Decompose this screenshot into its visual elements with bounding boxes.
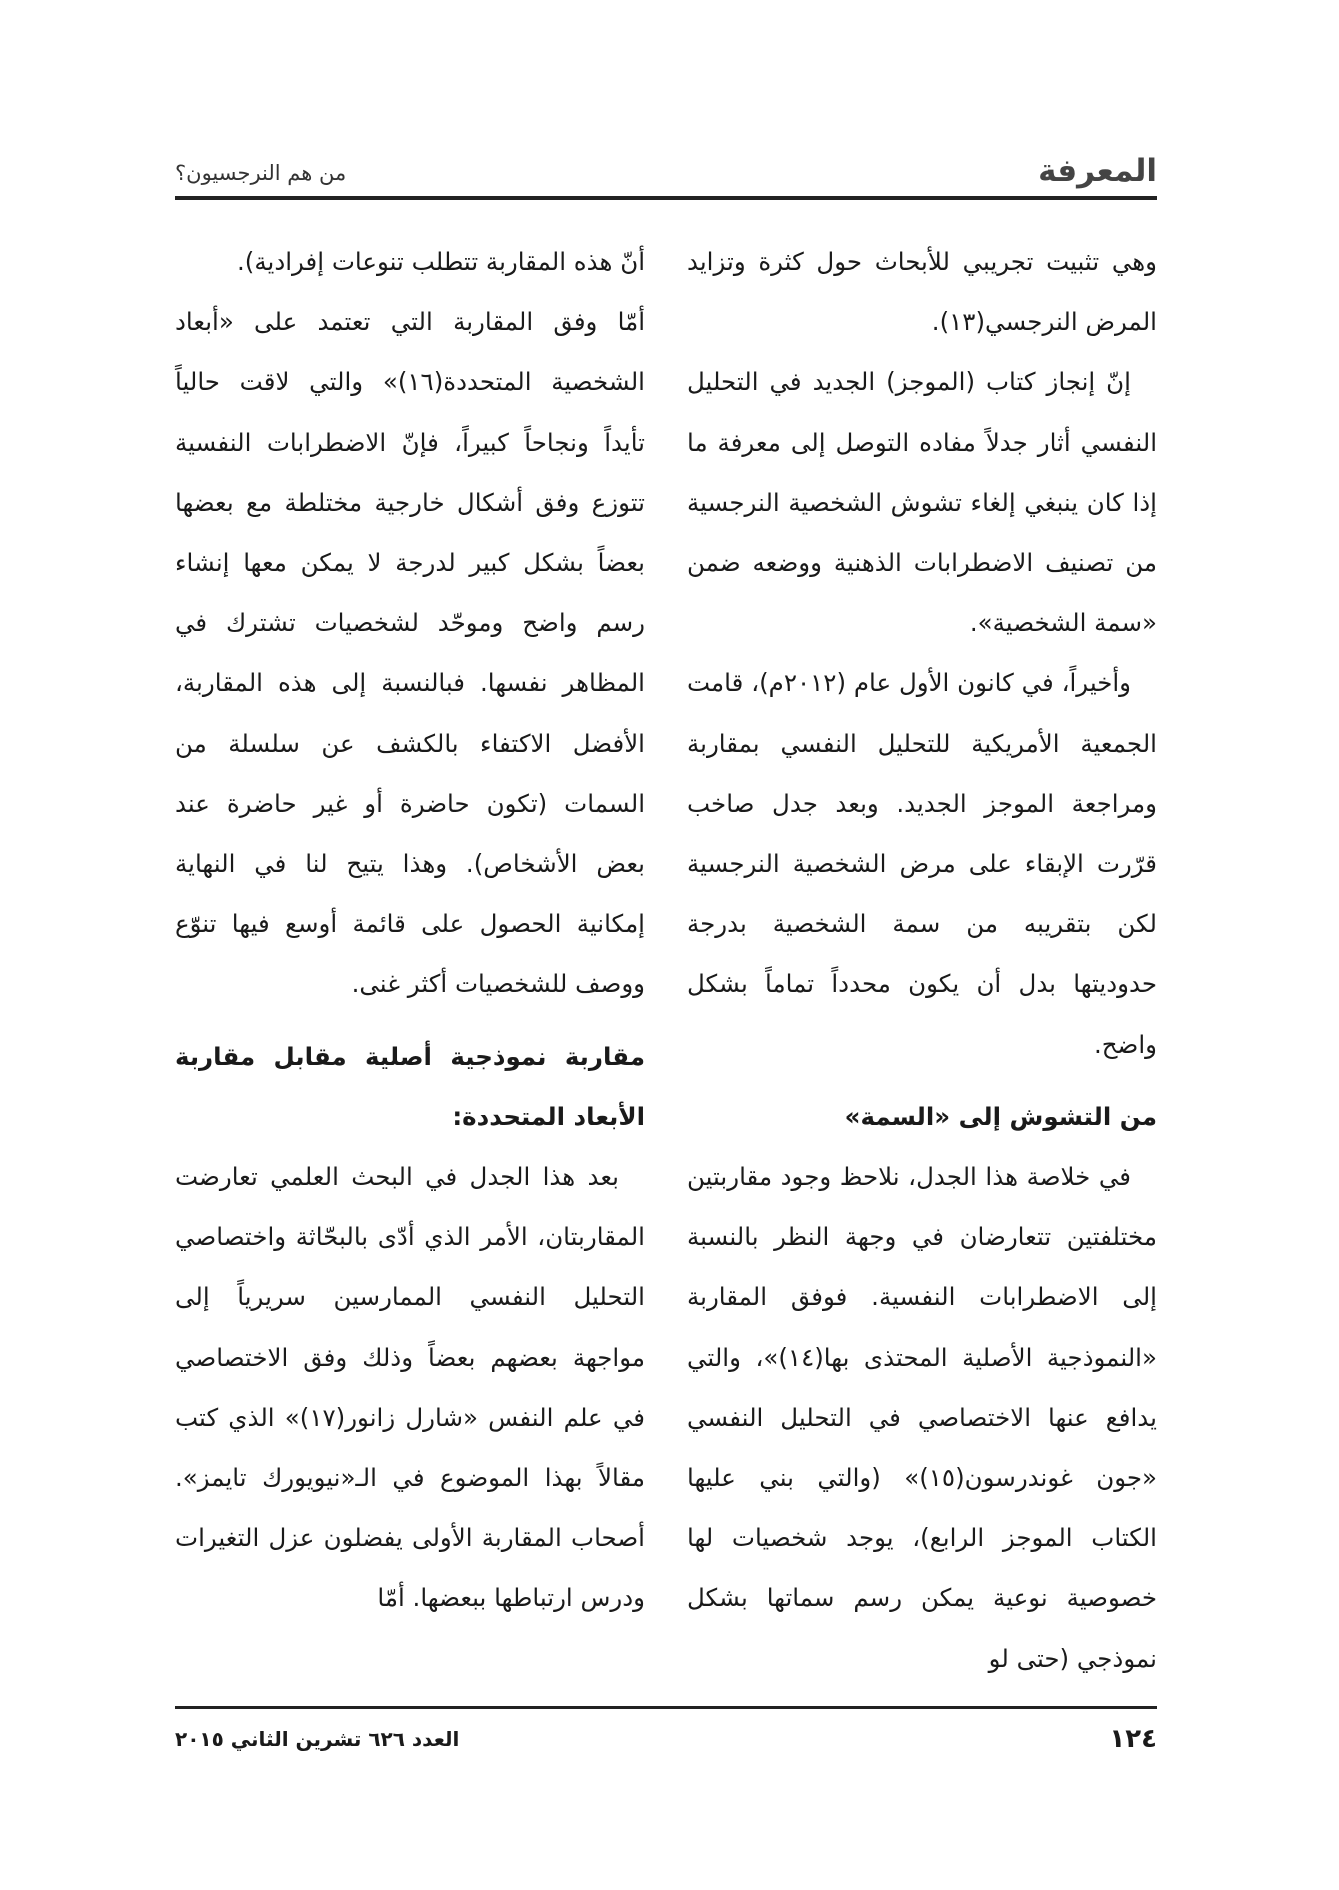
header-rule bbox=[175, 196, 1157, 200]
section-heading: مقاربة نموذجية أصلية مقابل مقاربة الأبعاد المتحددة: bbox=[175, 1041, 645, 1131]
left-column bbox=[175, 232, 645, 1629]
paragraph: وهي تثبيت تجريبي للأبحاث حول كثرة وتزايد المرض النرجسي(١٣). bbox=[687, 247, 1157, 337]
heading-text: من التشوش إلى «السمة» bbox=[844, 1101, 1157, 1131]
page-footer bbox=[175, 1722, 1157, 1758]
page-header bbox=[175, 152, 1157, 198]
issue-info: العدد ٦٢٦ تشرين الثاني ٢٠١٥ bbox=[175, 1727, 460, 1751]
spacer bbox=[175, 1015, 645, 1027]
running-title: من هم النرجسيون؟ bbox=[175, 161, 347, 185]
paragraph bbox=[687, 1147, 1157, 1689]
paragraph-text: وأخيراً، في كانون الأول عام (٢٠١٢م)، قامت الجمعية الأمريكية للتحليل النفسي بمقاربة ومراجعة الموجز الجديد. وبعد جدل صاخب قرّرت الإبقاء على مرض الشخصية النرجسية لكن بتقريبه من سمة الشخصية بدرجة حدوديتها بدل أن يكون محدداً تماماً بشكل واضح. bbox=[687, 668, 1157, 1059]
section-heading bbox=[687, 1087, 1157, 1147]
paragraph bbox=[175, 1147, 645, 1629]
magazine-logo: المعرفة bbox=[1038, 153, 1157, 189]
paragraph-text: في خلاصة هذا الجدل، نلاحظ وجود مقاربتين مختلفتين تتعارضان في وجهة النظر بالنسبة إلى الاضطرابات النفسية. فوفق المقاربة «النموذجية الأصلية المحتذى بها(١٤)»، والتي يدافع عنها الاختصاصي في التحليل النفسي «جون غوندرسون(١٥)» (والتي بني عليها الكتاب الموجز الرابع)، يوجد شخصيات لها خصوصية نوعية يمكن رسم سماتها بشكل نموذجي (حتى لو bbox=[687, 1162, 1157, 1673]
paragraph: أمّا وفق المقاربة التي تعتمد على «أبعاد الشخصية المتحددة(١٦)» والتي لاقت حالياً تأيداً ونجاحاً كبيراً، فإنّ الاضطرابات النفسية تتوزع وفق أشكال خارجية مختلطة مع بعضها بعضاً بشكل كبير لدرجة لا يمكن معها إنشاء رسم واضح وموحّد لشخصيات تشترك في المظاهر نفسها. فبالنسبة إلى هذه المقاربة، الأفضل الاكتفاء بالكشف عن سلسلة من السمات (تكون حاضرة أو غير حاضرة عند بعض الأشخاص). وهذا يتيح لنا في النهاية إمكانية الحصول على قائمة أوسع فيها تنوّع ووصف للشخصيات أكثر غنى. bbox=[175, 307, 645, 999]
paragraph-text: إنّ إنجاز كتاب (الموجز) الجديد في التحليل النفسي أثار جدلاً مفاده التوصل إلى معرفة ما إذا كان ينبغي إلغاء تشوش الشخصية النرجسية من تصنيف الاضطرابات الذهنية ووضعه ضمن «سمة الشخصية». bbox=[687, 367, 1157, 638]
paragraph bbox=[687, 352, 1157, 653]
right-column bbox=[687, 232, 1157, 1689]
paragraph-text: بعد هذا الجدل في البحث العلمي تعارضت المقاربتان، الأمر الذي أدّى بالبحّاثة واختصاصي التحليل النفسي الممارسين سريرياً إلى مواجهة بعضهم بعضاً وذلك وفق الاختصاصي في علم النفس «شارل زانور(١٧)» الذي كتب مقالاً بهذا الموضوع في الـ«نيويورك تايمز». أصحاب المقاربة الأولى يفضلون عزل التغيرات ودرس ارتباطها ببعضها. أمّا bbox=[175, 1162, 645, 1613]
footer-rule bbox=[175, 1706, 1157, 1709]
paragraph bbox=[687, 653, 1157, 1074]
paragraph: أنّ هذه المقاربة تتطلب تنوعات إفرادية). bbox=[237, 247, 645, 276]
spacer bbox=[687, 1075, 1157, 1087]
page-number: ١٢٤ bbox=[1109, 1724, 1157, 1754]
